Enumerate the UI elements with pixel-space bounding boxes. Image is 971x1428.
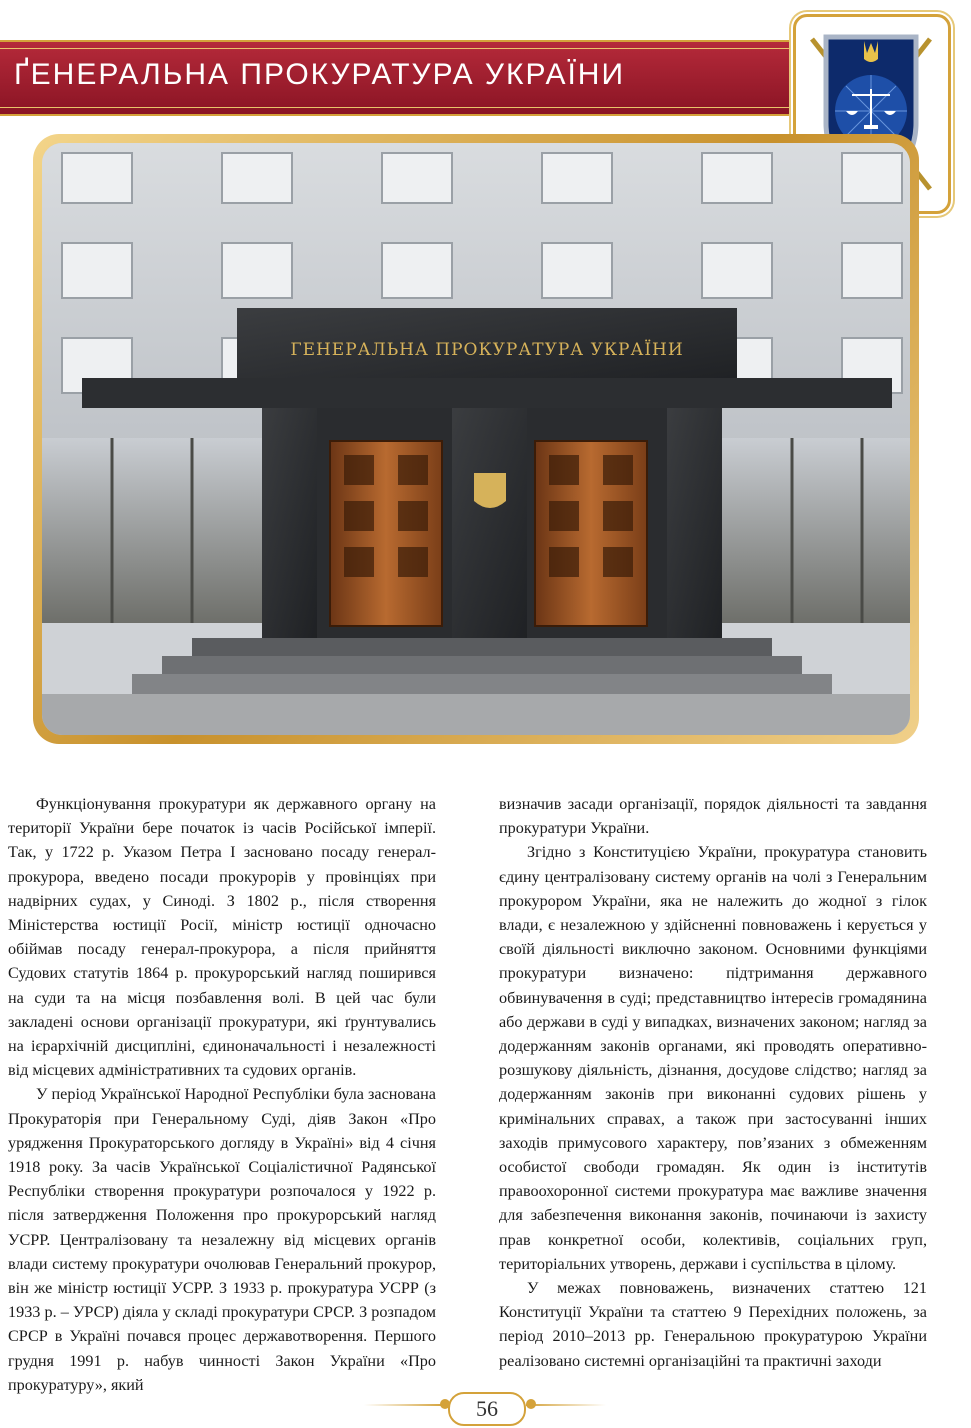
building-sign-text: ГЕНЕРАЛЬНА ПРОКУРАТУРА УКРАЇНИ [290, 340, 684, 360]
paragraph: У період Української Народної Республіки була заснована Прокураторія при Генеральному Суді, діяв Закон «Про урядження Прокураторського догляду в Україні» від 4 січня 1918 року. За часів Української Соціалістичної Радянської Республіки створення прокуратури розпочалося у 1922 р. після затвердження Положення про прокурорський нагляд УСРР. Централізовану та незалежну від місцевих органів влади систему прокуратури очолював Генеральний прокурор, він же міністр юстиції УСРР. З 1933 р. прокуратура УСРР (з 1933 р. – УРСР) діяла у складі прокуратури СРСР. З розпадом СРСР в Україні почався процес державотворення. Першого грудня 1991 р. набув чинності Закон України «Про прокуратуру», який [8, 1085, 436, 1394]
page-number: 56 [448, 1392, 526, 1426]
page-footer [360, 1388, 610, 1428]
ornament-right [526, 1404, 606, 1406]
ornament-left [364, 1404, 444, 1406]
paragraph: У межах повноважень, визначених статтею 121 Конституції України та статтею 9 Перехідних положень, за період 2010–2013 рр. Генеральною прокуратурою України реалізовано системні організаційні та практичні заходи [499, 1279, 927, 1370]
paragraph: Функціонування прокуратури як державного органу на території України бере початок із часів Російської імперії. Так, у 1722 р. Указом Петра І засновано посаду генерал-прокурора, введено посади прокурорів у провінціях при надвірних судах, у Синоді. З 1802 р., після створення Міністерства юстиції Росії, міністр юстиції одночасно обіймав посаду генерал-прокурора, а після прийняття Судових статутів 1864 р. прокурорський нагляд поширився на суди та на місця позбавлення волі. В цей час були закладені основи організації прокуратури, які ґрунтувались на ієрархічній дисципліні, єдиноначальності і незалежності від місцевих адміністративних та судових органів. [8, 795, 436, 1080]
paragraph: визначив засади організації, порядок діяльності та завдання прокуратури України. [499, 795, 927, 838]
building-photo [42, 143, 910, 735]
header-banner [0, 40, 860, 116]
text-column-right [499, 792, 927, 1373]
page-title: ҐЕНЕРАЛЬНА ПРОКУРАТУРА УКРАЇНИ [14, 58, 626, 91]
paragraph: Згідно з Конституцією України, прокуратура становить єдину централізовану систему органів на чолі з Генеральним прокурором України, яка не належить до жодної з гілок влади, є незалежною у здійсненні повноважень і керується у своїй діяльності виключно законом. Основними функціями прокуратури визначено: підтримання державного обвинувачення в суді; представництво інтересів громадянина або держави в суді у випадках, визначених законом; нагляд за додержанням законів органами, які проводять оперативно-розшукову діяльність, дізнання, досудове слідство; нагляд за додержанням законів при виконанні судових рішень у кримінальних справах, а також при застосуванні інших заходів примусового характеру, пов’язаних з обмеженням особистої свободи громадян. Як один із інститутів правоохоронної системи прокуратура має важливе значення для забезпечення виконання законів, починаючи із захисту прав конкретної особи, колективів, соціальних груп, територіальних утворень, держави і суспільства в цілому. [499, 843, 927, 1273]
photo-frame [33, 134, 919, 744]
building-illustration [42, 143, 910, 735]
text-column-left [8, 792, 436, 1397]
